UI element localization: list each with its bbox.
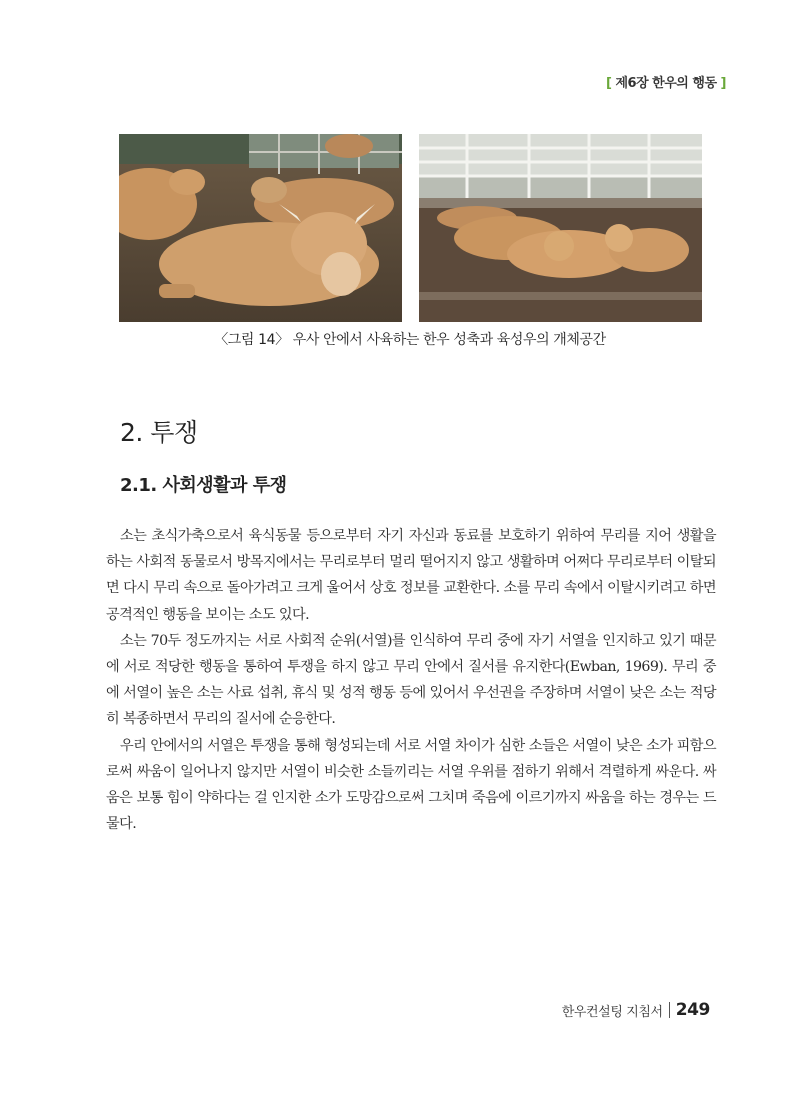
- section-title: 2. 투쟁: [120, 418, 198, 447]
- bracket-close: ]: [720, 76, 726, 91]
- page-number: 249: [675, 1000, 710, 1020]
- paragraph: 우리 안에서의 서열은 투쟁을 통해 형성되는데 서로 서열 차이가 심한 소들은 서열이 낮은 소가 피함으로써 싸움이 일어나지 않지만 서열이 비슷한 소들끼리는 서열 우위를 점하기 위해서 격렬하게 싸운다. 싸움은 보통 힘이 약하다는 걸 인지한 소가 도망감으로써 그치며 죽음에 이르기까지 싸움을 하는 경우는 드물다.: [106, 737, 716, 833]
- chapter-label: 제6장 한우의 행동: [615, 76, 717, 91]
- figure-photos: [119, 134, 702, 322]
- body-text: [106, 523, 716, 837]
- book-title: 한우컨설팅 지침서: [561, 1004, 663, 1020]
- photo-young-cattle: [419, 134, 702, 322]
- paragraph: 소는 70두 정도까지는 서로 사회적 순위(서열)를 인식하여 무리 중에 자기 서열을 인지하고 있기 때문에 서로 적당한 행동을 통하여 투쟁을 하지 않고 무리 안에서 질서를 유지한다(Ewban, 1969). 무리 중에 서열이 높은 소는 사료 섭취, 휴식 및 성적 행동 등에 있어서 우선권을 주장하며 서열이 낮은 소는 적당히 복종하면서 무리의 질서에 순응한다.: [106, 632, 716, 728]
- paragraph: 소는 초식가축으로서 육식동물 등으로부터 자기 자신과 동료를 보호하기 위하여 무리를 지어 생활을 하는 사회적 동물로서 방목지에서는 무리로부터 멀리 떨어지지 않고 생활하며 어쩌다 무리로부터 이탈되면 다시 무리 속으로 돌아가려고 크게 울어서 상호 정보를 교환한다. 소를 무리 속에서 이탈시키려고 하면 공격적인 행동을 보이는 소도 있다.: [106, 528, 716, 623]
- photo-adult-cattle: [119, 134, 402, 322]
- footer-divider: [669, 1002, 670, 1018]
- figure-caption: 〈그림 14〉 우사 안에서 사육하는 한우 성축과 육성우의 개체공간: [214, 332, 606, 348]
- subsection-title: 2.1. 사회생활과 투쟁: [120, 475, 287, 496]
- bracket-open: [: [606, 76, 612, 91]
- chapter-header: [606, 72, 726, 91]
- page-footer: [562, 1000, 710, 1020]
